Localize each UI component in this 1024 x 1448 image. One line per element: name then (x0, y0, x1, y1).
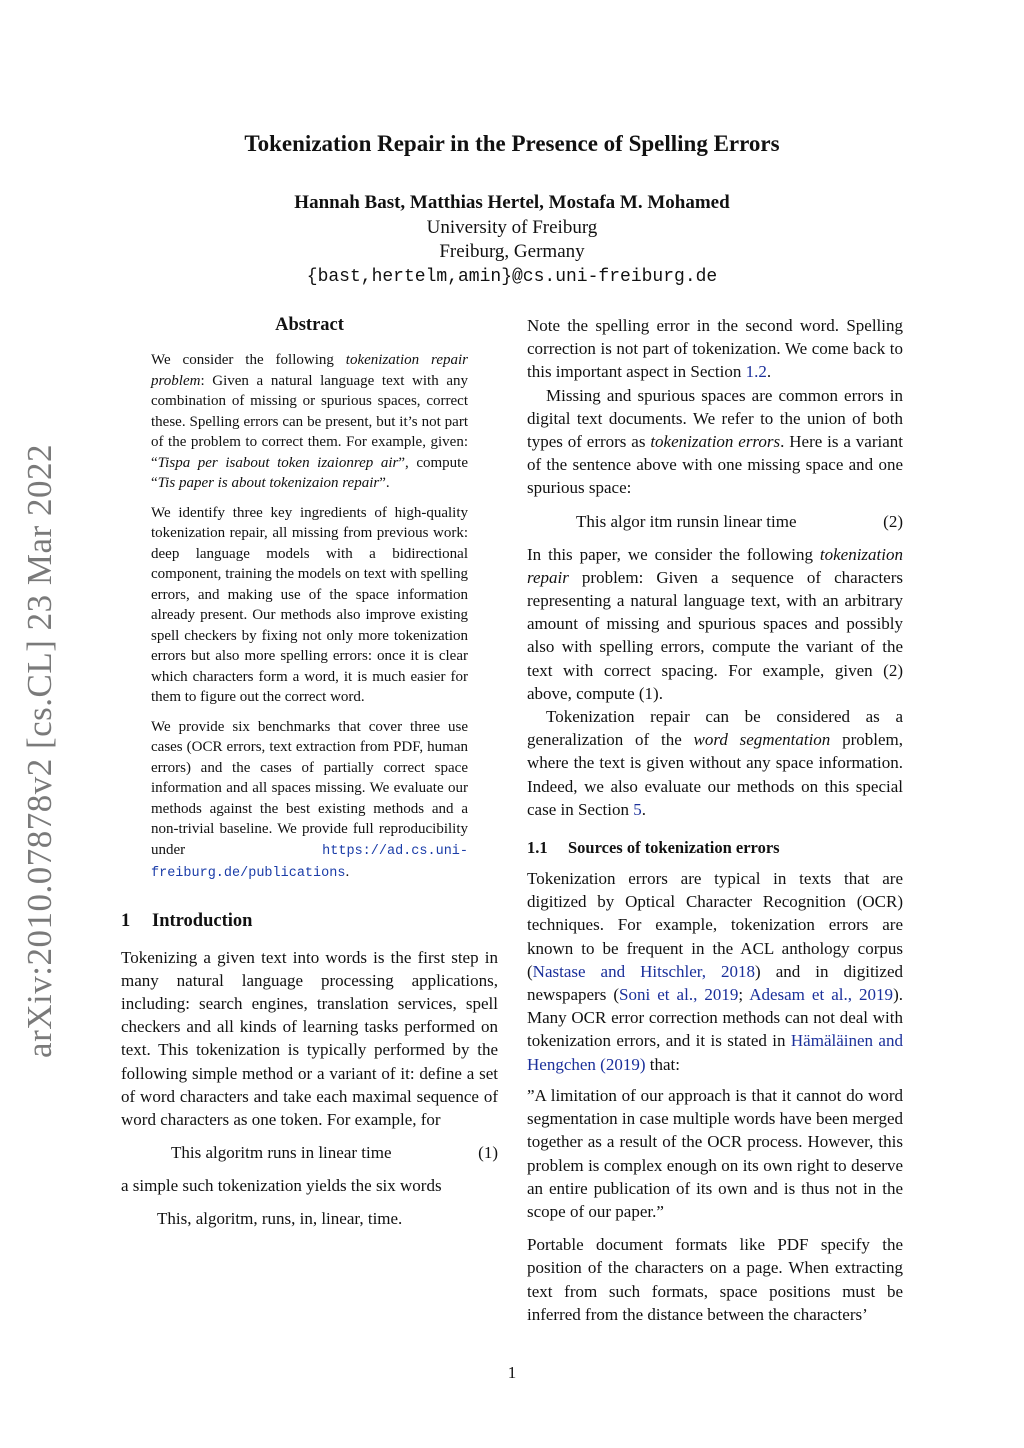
citation-link[interactable]: Adesam et al., 2019 (749, 985, 894, 1005)
abstract-heading: Abstract (275, 315, 344, 335)
location: Freiburg, Germany (439, 241, 585, 262)
emphasis: tokenization errors (650, 432, 781, 452)
ocr-quote: ”A limitation of our approach is that it cannot do word segmentation in case multiple words have been merged together as a result of the OCR process. However, this problem is complex enough on its own right to deserve an entire publication of its own and is thus not in the scope of our paper.” (527, 1085, 903, 1221)
abstract-paragraph-2: We identify three key ingredients of high-quality tokenization repair, all missing from previous work: deep language models with a bidirectional component, training the models on text with spelling errors, and making use of the space information already present. Our methods also improve existing spell checkers by fixing not only more tokenization errors but also more spelling errors: once it is clear which characters form a word, it is much easier for them to figure out the correct word. (151, 504, 468, 705)
equation-number: (1) (478, 1143, 498, 1163)
emphasis: tokenization repair (527, 544, 903, 587)
section-title: Introduction (152, 910, 253, 931)
intro-paragraph-4 (527, 384, 903, 500)
equation-text: This algoritm runs in linear time (171, 1143, 392, 1163)
text-run: We provide six benchmarks that cover three use cases (OCR errors, text extraction from PDF, human errors) and the cases of partially correct space information and all spaces missing. We evaluate our methods against the best existing methods and a non-trivial baseline. We provide full reproducibility under (151, 718, 468, 858)
publications-link[interactable]: https://ad.cs.uni-freiburg.de/publications (151, 843, 468, 881)
intro-paragraph-5 (527, 543, 903, 705)
subsection-heading-sources (527, 838, 903, 858)
text-run: problem, where the text is given without any space information. Indeed, we also evaluate our methods on this special case in Section (527, 730, 903, 819)
section-heading-introduction (121, 911, 498, 932)
text-run: Note the spelling error in the second word. Spelling correction is not part of tokenization. We come back to this important aspect in Section (527, 316, 903, 382)
arxiv-identifier: arXiv:2010.07878v2 [cs.CL] 23 Mar 2022 (20, 443, 60, 1058)
section-ref-link[interactable]: 5 (633, 799, 642, 819)
text-run: : Given a natural language text with any combination of missing or spurious spaces, correct these. Spelling errors can be present, but it’s not part of the problem to correct them. For example, given: “ (151, 372, 468, 471)
citation-link[interactable]: Soni et al., 2019 (619, 985, 739, 1005)
text-run: problem: Given a sequence of characters representing a natural language text, with an arbitrary amount of missing and spurious spaces and possibly also with spelling errors, compute the variant of the text with correct spacing. For example, given (2) above, compute (1). (527, 567, 903, 703)
intro-paragraph-2: a simple such tokenization yields the six words (121, 1176, 442, 1196)
text-run: ”, compute “ (151, 454, 468, 491)
emphasis: tokenization repair problem (151, 352, 468, 389)
right-column (527, 314, 903, 1326)
text-run: ) and in digitized newspapers ( (527, 961, 903, 1005)
text-run: . (641, 799, 646, 819)
example-output: Tis paper is about tokenizaion repair (157, 475, 380, 491)
arxiv-identifier-sidebar (14, 443, 66, 1058)
abstract-paragraph-1 (151, 350, 468, 494)
equation-1 (121, 1141, 498, 1164)
intro-paragraph-6 (527, 705, 903, 821)
text-run: that: (645, 1054, 680, 1074)
text-run: We consider the following (151, 352, 346, 368)
equation-2 (527, 510, 903, 533)
author-email: {bast,hertelm,amin}@cs.uni-freiburg.de (306, 266, 718, 287)
text-run: . (345, 864, 350, 880)
section-number: 1 (121, 910, 131, 931)
example-input: Tispa per isabout token izaionrep air (157, 454, 399, 471)
emphasis: word segmentation (693, 730, 831, 750)
text-run: Missing and spurious spaces are common errors in digital text documents. We refer to the union of both types of errors as (527, 385, 903, 452)
left-column (121, 315, 498, 1230)
equation-number: (2) (883, 511, 903, 531)
author-names: Hannah Bast, Matthias Hertel, Mostafa M. Mohamed (294, 192, 730, 213)
text-run: ”. (379, 475, 390, 491)
author-block (0, 191, 1024, 289)
equation-text: This algor itm runsin linear time (576, 511, 797, 531)
abstract-paragraph-3 (151, 717, 468, 885)
intro-paragraph-3 (527, 314, 903, 384)
subsection-title: Sources of tokenization errors (568, 838, 780, 858)
text-run: Tokenization errors are typical in texts that are digitized by Optical Character Recognition (OCR) techniques. For example, tokenization errors are known to be frequent in the ACL anthology corpus ( (527, 869, 903, 981)
citation-link[interactable]: Hämäläinen and Hengchen (2019) (527, 1031, 903, 1074)
tokenized-words: This, algoritm, runs, in, linear, time. (157, 1209, 403, 1229)
text-run: . (766, 362, 772, 382)
paper-title: Tokenization Repair in the Presence of Spelling Errors (244, 131, 780, 156)
sources-paragraph-1 (527, 867, 903, 1076)
section-ref-link[interactable]: 1.2 (745, 362, 767, 382)
text-run: ; (738, 985, 750, 1005)
abstract (151, 350, 468, 885)
sources-paragraph-2: Portable document formats like PDF specify the position of the characters on a page. When extracting text from such formats, space positions must be inferred from the distance between the characters’ (527, 1235, 903, 1324)
text-run: ). Many OCR error correction methods can not deal with tokenization errors, and it is stated in (527, 985, 903, 1051)
text-run: . Here is a variant of the sentence above with one missing space and one spurious space: (527, 432, 903, 498)
subsection-number: 1.1 (527, 838, 548, 858)
text-run: In this paper, we consider the following (527, 544, 820, 564)
affiliation: University of Freiburg (426, 216, 598, 238)
text-run: Tokenization repair can be considered as a generalization of the (527, 707, 903, 750)
page-number: 1 (507, 1363, 517, 1382)
citation-link[interactable]: Nastase and Hitschler, 2018 (532, 961, 756, 981)
intro-paragraph-1: Tokenizing a given text into words is the first step in many natural language processing applications, including: search engines, translation services, spell checkers and all kinds of learning tasks performed on text. This tokenization is typically performed by the following simple method or a variant of it: define a set of word characters and take each maximal sequence of word characters as one token. For example, for (121, 947, 498, 1129)
